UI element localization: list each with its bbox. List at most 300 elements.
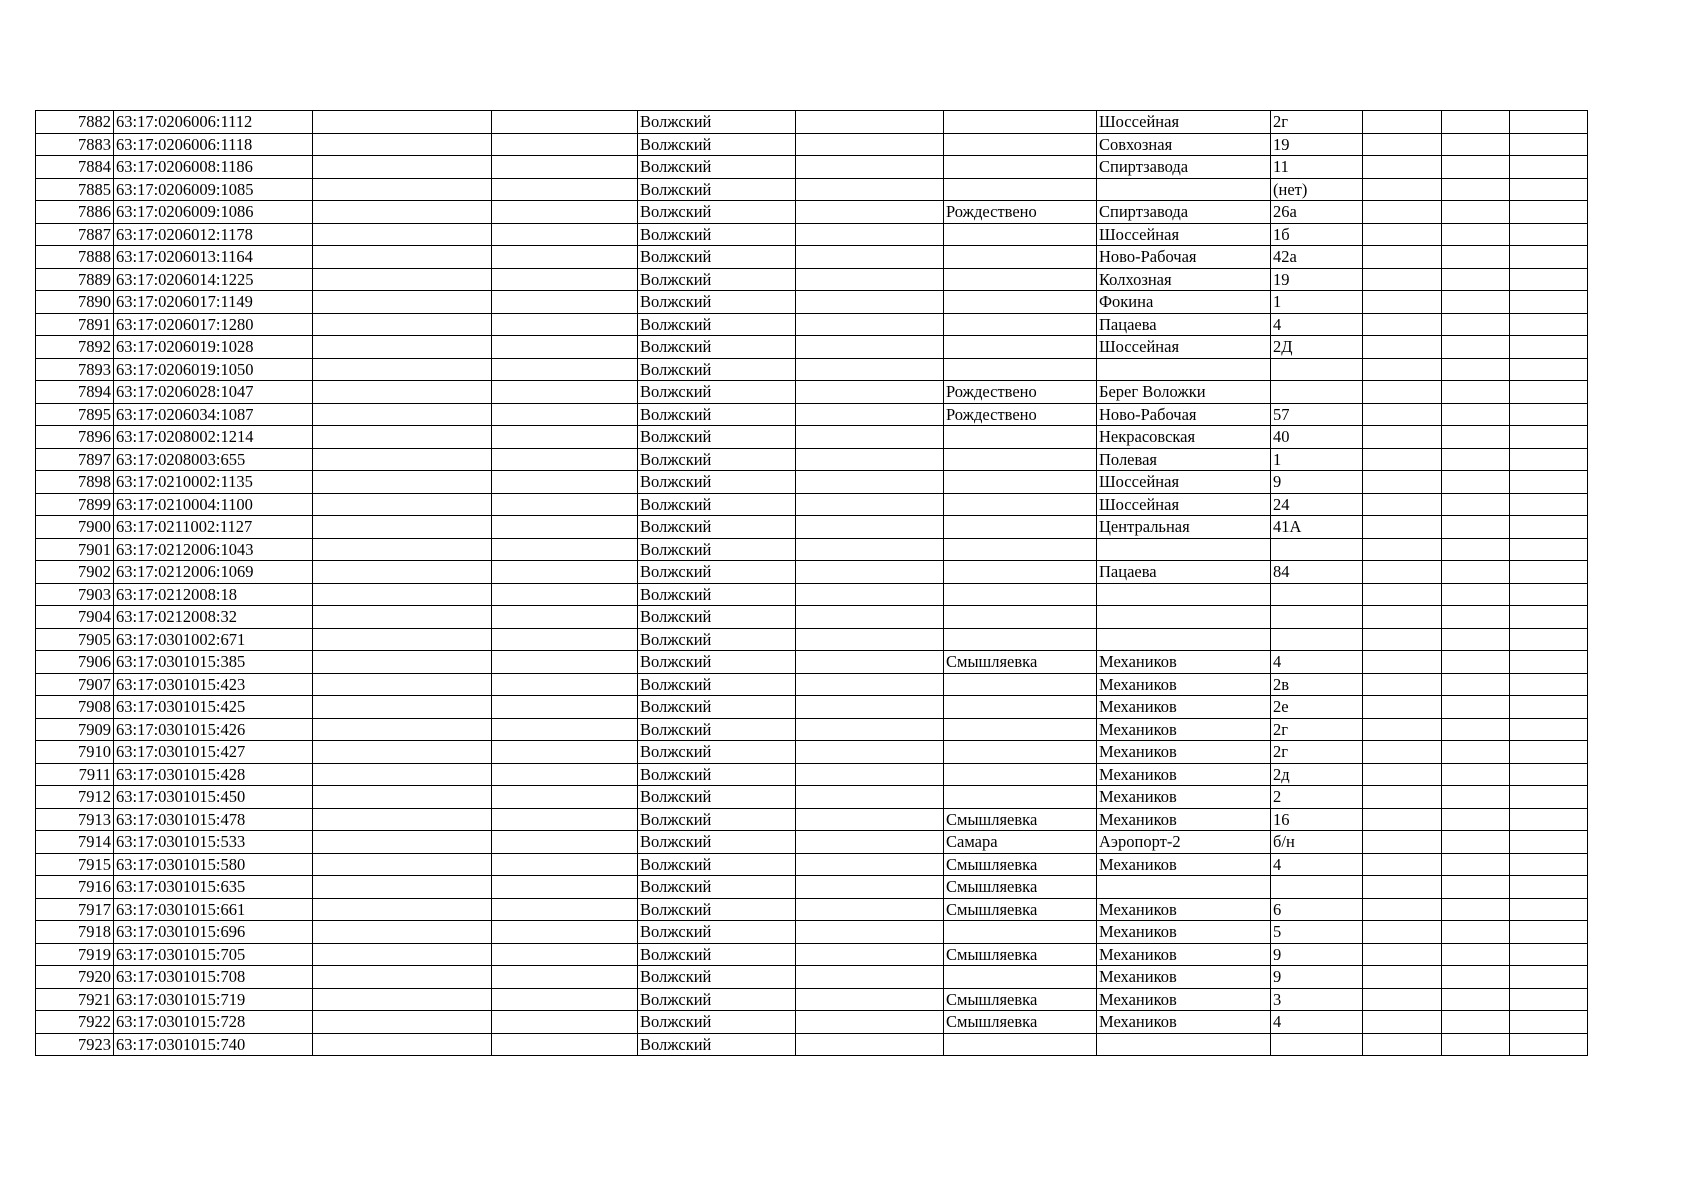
table-row [36, 381, 1588, 404]
blank-cell [1442, 358, 1510, 381]
blank-cell [1510, 223, 1588, 246]
blank-cell [796, 583, 944, 606]
blank-cell [1363, 831, 1442, 854]
blank-cell [313, 763, 492, 786]
locality-cell: Смышляевка [944, 988, 1097, 1011]
table-row [36, 1011, 1588, 1034]
district-cell: Волжский [638, 403, 796, 426]
locality-cell [944, 178, 1097, 201]
blank-cell [1442, 313, 1510, 336]
blank-cell [1510, 718, 1588, 741]
table-row [36, 673, 1588, 696]
blank-cell [1363, 876, 1442, 899]
blank-cell [1363, 786, 1442, 809]
blank-cell [492, 133, 638, 156]
blank-cell [1363, 223, 1442, 246]
blank-cell [1442, 403, 1510, 426]
blank-cell [492, 538, 638, 561]
table-row [36, 921, 1588, 944]
blank-cell [1363, 516, 1442, 539]
blank-cell [492, 583, 638, 606]
district-cell: Волжский [638, 448, 796, 471]
blank-cell [796, 538, 944, 561]
district-cell: Волжский [638, 111, 796, 134]
street-cell: Механиков [1097, 808, 1271, 831]
cadastral-number-cell: 63:17:0301015:719 [114, 988, 313, 1011]
row-number-cell: 7914 [36, 831, 114, 854]
table-row [36, 111, 1588, 134]
house-number-cell: 2д [1271, 763, 1363, 786]
locality-cell [944, 493, 1097, 516]
blank-cell [1510, 898, 1588, 921]
blank-cell [1510, 493, 1588, 516]
street-cell [1097, 178, 1271, 201]
blank-cell [1510, 561, 1588, 584]
locality-cell [944, 786, 1097, 809]
blank-cell [1442, 561, 1510, 584]
row-number-cell: 7916 [36, 876, 114, 899]
locality-cell: Рождествено [944, 403, 1097, 426]
district-cell: Волжский [638, 561, 796, 584]
blank-cell [1510, 1033, 1588, 1056]
blank-cell [1363, 426, 1442, 449]
locality-cell [944, 718, 1097, 741]
table-row [36, 741, 1588, 764]
blank-cell [1510, 471, 1588, 494]
house-number-cell: 5 [1271, 921, 1363, 944]
blank-cell [796, 358, 944, 381]
blank-cell [796, 786, 944, 809]
blank-cell [313, 201, 492, 224]
street-cell: Шоссейная [1097, 336, 1271, 359]
blank-cell [492, 831, 638, 854]
blank-cell [1442, 808, 1510, 831]
blank-cell [492, 381, 638, 404]
cadastral-number-cell: 63:17:0301015:696 [114, 921, 313, 944]
blank-cell [1363, 156, 1442, 179]
street-cell [1097, 583, 1271, 606]
blank-cell [1510, 111, 1588, 134]
blank-cell [313, 223, 492, 246]
street-cell: Аэропорт-2 [1097, 831, 1271, 854]
house-number-cell: 2г [1271, 718, 1363, 741]
blank-cell [313, 786, 492, 809]
row-number-cell: 7882 [36, 111, 114, 134]
blank-cell [313, 246, 492, 269]
blank-cell [1510, 336, 1588, 359]
locality-cell [944, 921, 1097, 944]
blank-cell [1510, 606, 1588, 629]
house-number-cell: 6 [1271, 898, 1363, 921]
blank-cell [796, 1033, 944, 1056]
blank-cell [1510, 313, 1588, 336]
row-number-cell: 7911 [36, 763, 114, 786]
blank-cell [1510, 943, 1588, 966]
blank-cell [492, 156, 638, 179]
locality-cell: Смышляевка [944, 898, 1097, 921]
house-number-cell: 16 [1271, 808, 1363, 831]
blank-cell [1442, 246, 1510, 269]
cadastral-number-cell: 63:17:0206008:1186 [114, 156, 313, 179]
street-cell: Шоссейная [1097, 471, 1271, 494]
street-cell: Спиртзавода [1097, 156, 1271, 179]
blank-cell [313, 1011, 492, 1034]
blank-cell [1442, 1033, 1510, 1056]
house-number-cell: 1б [1271, 223, 1363, 246]
locality-cell: Смышляевка [944, 808, 1097, 831]
locality-cell [944, 336, 1097, 359]
locality-cell [944, 268, 1097, 291]
blank-cell [492, 291, 638, 314]
cadastral-number-cell: 63:17:0301015:728 [114, 1011, 313, 1034]
locality-cell: Смышляевка [944, 876, 1097, 899]
blank-cell [1510, 403, 1588, 426]
blank-cell [1442, 696, 1510, 719]
blank-cell [796, 313, 944, 336]
street-cell: Некрасовская [1097, 426, 1271, 449]
table-row [36, 133, 1588, 156]
cadastral-number-cell: 63:17:0206019:1050 [114, 358, 313, 381]
district-cell: Волжский [638, 673, 796, 696]
blank-cell [1510, 133, 1588, 156]
blank-cell [492, 313, 638, 336]
cadastral-number-cell: 63:17:0301015:635 [114, 876, 313, 899]
blank-cell [492, 493, 638, 516]
blank-cell [313, 358, 492, 381]
blank-cell [492, 268, 638, 291]
blank-cell [796, 493, 944, 516]
cadastral-number-cell: 63:17:0206019:1028 [114, 336, 313, 359]
district-cell: Волжский [638, 988, 796, 1011]
row-number-cell: 7907 [36, 673, 114, 696]
cadastral-number-cell: 63:17:0206014:1225 [114, 268, 313, 291]
blank-cell [1510, 786, 1588, 809]
blank-cell [796, 808, 944, 831]
blank-cell [1442, 133, 1510, 156]
blank-cell [1363, 561, 1442, 584]
blank-cell [492, 178, 638, 201]
row-number-cell: 7898 [36, 471, 114, 494]
blank-cell [313, 448, 492, 471]
blank-cell [1510, 673, 1588, 696]
blank-cell [492, 898, 638, 921]
row-number-cell: 7885 [36, 178, 114, 201]
district-cell: Волжский [638, 133, 796, 156]
locality-cell [944, 741, 1097, 764]
blank-cell [1363, 201, 1442, 224]
blank-cell [796, 651, 944, 674]
blank-cell [492, 943, 638, 966]
blank-cell [492, 763, 638, 786]
house-number-cell: 4 [1271, 1011, 1363, 1034]
table-row [36, 426, 1588, 449]
cadastral-number-cell: 63:17:0206009:1086 [114, 201, 313, 224]
locality-cell [944, 583, 1097, 606]
table-row [36, 201, 1588, 224]
blank-cell [1442, 786, 1510, 809]
row-number-cell: 7915 [36, 853, 114, 876]
blank-cell [1510, 741, 1588, 764]
row-number-cell: 7920 [36, 966, 114, 989]
table-row [36, 898, 1588, 921]
cadastral-number-cell: 63:17:0301015:580 [114, 853, 313, 876]
table-row [36, 1033, 1588, 1056]
house-number-cell: 3 [1271, 988, 1363, 1011]
blank-cell [492, 561, 638, 584]
row-number-cell: 7912 [36, 786, 114, 809]
blank-cell [492, 696, 638, 719]
cadastral-number-cell: 63:17:0211002:1127 [114, 516, 313, 539]
blank-cell [1363, 606, 1442, 629]
blank-cell [796, 516, 944, 539]
blank-cell [313, 988, 492, 1011]
blank-cell [1510, 808, 1588, 831]
table-row [36, 561, 1588, 584]
blank-cell [796, 898, 944, 921]
blank-cell [1442, 628, 1510, 651]
street-cell: Механиков [1097, 718, 1271, 741]
house-number-cell: 2Д [1271, 336, 1363, 359]
blank-cell [492, 988, 638, 1011]
locality-cell [944, 966, 1097, 989]
cadastral-number-cell: 63:17:0301015:423 [114, 673, 313, 696]
blank-cell [492, 651, 638, 674]
blank-cell [796, 111, 944, 134]
blank-cell [313, 943, 492, 966]
blank-cell [492, 336, 638, 359]
blank-cell [1510, 268, 1588, 291]
row-number-cell: 7891 [36, 313, 114, 336]
street-cell: Фокина [1097, 291, 1271, 314]
blank-cell [1510, 516, 1588, 539]
blank-cell [796, 223, 944, 246]
cadastral-number-cell: 63:17:0206006:1112 [114, 111, 313, 134]
table-body [36, 111, 1588, 1056]
cadastral-number-cell: 63:17:0206013:1164 [114, 246, 313, 269]
blank-cell [313, 831, 492, 854]
blank-cell [1510, 988, 1588, 1011]
blank-cell [313, 133, 492, 156]
row-number-cell: 7892 [36, 336, 114, 359]
blank-cell [492, 853, 638, 876]
table-row [36, 156, 1588, 179]
blank-cell [1363, 741, 1442, 764]
district-cell: Волжский [638, 853, 796, 876]
street-cell: Механиков [1097, 898, 1271, 921]
street-cell [1097, 538, 1271, 561]
street-cell: Пацаева [1097, 313, 1271, 336]
table-row [36, 786, 1588, 809]
street-cell [1097, 1033, 1271, 1056]
blank-cell [1363, 178, 1442, 201]
house-number-cell [1271, 583, 1363, 606]
house-number-cell: 24 [1271, 493, 1363, 516]
cadastral-number-cell: 63:17:0212008:32 [114, 606, 313, 629]
table-row [36, 493, 1588, 516]
table-row [36, 628, 1588, 651]
cadastral-number-cell: 63:17:0210002:1135 [114, 471, 313, 494]
locality-cell [944, 561, 1097, 584]
blank-cell [313, 651, 492, 674]
blank-cell [313, 403, 492, 426]
street-cell: Колхозная [1097, 268, 1271, 291]
blank-cell [1510, 876, 1588, 899]
street-cell: Механиков [1097, 988, 1271, 1011]
street-cell [1097, 876, 1271, 899]
district-cell: Волжский [638, 201, 796, 224]
blank-cell [313, 111, 492, 134]
blank-cell [796, 853, 944, 876]
locality-cell [944, 763, 1097, 786]
blank-cell [313, 606, 492, 629]
table-row [36, 246, 1588, 269]
district-cell: Волжский [638, 291, 796, 314]
table-row [36, 403, 1588, 426]
district-cell: Волжский [638, 538, 796, 561]
cadastral-number-cell: 63:17:0301015:426 [114, 718, 313, 741]
row-number-cell: 7910 [36, 741, 114, 764]
blank-cell [492, 246, 638, 269]
blank-cell [1510, 921, 1588, 944]
table-row [36, 471, 1588, 494]
blank-cell [492, 1011, 638, 1034]
locality-cell [944, 156, 1097, 179]
row-number-cell: 7893 [36, 358, 114, 381]
blank-cell [796, 628, 944, 651]
locality-cell [944, 673, 1097, 696]
blank-cell [796, 988, 944, 1011]
blank-cell [313, 808, 492, 831]
street-cell: Механиков [1097, 966, 1271, 989]
blank-cell [1363, 246, 1442, 269]
row-number-cell: 7918 [36, 921, 114, 944]
blank-cell [1510, 381, 1588, 404]
cadastral-number-cell: 63:17:0301015:385 [114, 651, 313, 674]
blank-cell [796, 133, 944, 156]
house-number-cell: 57 [1271, 403, 1363, 426]
street-cell [1097, 606, 1271, 629]
blank-cell [492, 448, 638, 471]
blank-cell [313, 966, 492, 989]
row-number-cell: 7886 [36, 201, 114, 224]
district-cell: Волжский [638, 156, 796, 179]
blank-cell [492, 673, 638, 696]
house-number-cell [1271, 628, 1363, 651]
street-cell: Механиков [1097, 786, 1271, 809]
blank-cell [1442, 898, 1510, 921]
cadastral-number-cell: 63:17:0301015:450 [114, 786, 313, 809]
table-row [36, 876, 1588, 899]
locality-cell [944, 516, 1097, 539]
district-cell: Волжский [638, 313, 796, 336]
blank-cell [492, 223, 638, 246]
blank-cell [1363, 921, 1442, 944]
row-number-cell: 7897 [36, 448, 114, 471]
cadastral-number-cell: 63:17:0301015:425 [114, 696, 313, 719]
blank-cell [1510, 696, 1588, 719]
house-number-cell: 4 [1271, 313, 1363, 336]
district-cell: Волжский [638, 763, 796, 786]
blank-cell [1442, 538, 1510, 561]
district-cell: Волжский [638, 741, 796, 764]
cadastral-number-cell: 63:17:0301015:705 [114, 943, 313, 966]
district-cell: Волжский [638, 426, 796, 449]
district-cell: Волжский [638, 358, 796, 381]
row-number-cell: 7901 [36, 538, 114, 561]
blank-cell [1510, 763, 1588, 786]
blank-cell [1510, 291, 1588, 314]
house-number-cell: 40 [1271, 426, 1363, 449]
blank-cell [313, 538, 492, 561]
table-row [36, 763, 1588, 786]
table-row [36, 223, 1588, 246]
blank-cell [1510, 1011, 1588, 1034]
house-number-cell: 1 [1271, 448, 1363, 471]
blank-cell [796, 876, 944, 899]
row-number-cell: 7923 [36, 1033, 114, 1056]
district-cell: Волжский [638, 268, 796, 291]
blank-cell [1442, 718, 1510, 741]
table-row [36, 268, 1588, 291]
street-cell: Центральная [1097, 516, 1271, 539]
blank-cell [1363, 133, 1442, 156]
locality-cell [944, 606, 1097, 629]
blank-cell [1442, 381, 1510, 404]
blank-cell [1363, 651, 1442, 674]
blank-cell [1510, 966, 1588, 989]
house-number-cell [1271, 876, 1363, 899]
blank-cell [313, 291, 492, 314]
cadastral-number-cell: 63:17:0206028:1047 [114, 381, 313, 404]
blank-cell [313, 628, 492, 651]
blank-cell [1363, 943, 1442, 966]
blank-cell [1363, 291, 1442, 314]
row-number-cell: 7909 [36, 718, 114, 741]
house-number-cell: 4 [1271, 853, 1363, 876]
table-row [36, 313, 1588, 336]
blank-cell [1363, 448, 1442, 471]
blank-cell [1510, 156, 1588, 179]
blank-cell [313, 426, 492, 449]
district-cell: Волжский [638, 808, 796, 831]
house-number-cell [1271, 606, 1363, 629]
blank-cell [313, 741, 492, 764]
blank-cell [1363, 628, 1442, 651]
blank-cell [796, 673, 944, 696]
street-cell: Механиков [1097, 651, 1271, 674]
blank-cell [313, 381, 492, 404]
street-cell: Пацаева [1097, 561, 1271, 584]
blank-cell [1510, 651, 1588, 674]
table-row [36, 808, 1588, 831]
blank-cell [1442, 606, 1510, 629]
row-number-cell: 7895 [36, 403, 114, 426]
cadastral-number-cell: 63:17:0301015:478 [114, 808, 313, 831]
blank-cell [796, 718, 944, 741]
blank-cell [492, 628, 638, 651]
blank-cell [1363, 763, 1442, 786]
table-row [36, 336, 1588, 359]
district-cell: Волжский [638, 223, 796, 246]
locality-cell: Смышляевка [944, 853, 1097, 876]
table-row [36, 606, 1588, 629]
cadastral-number-cell: 63:17:0206012:1178 [114, 223, 313, 246]
cadastral-number-cell: 63:17:0206017:1280 [114, 313, 313, 336]
district-cell: Волжский [638, 966, 796, 989]
street-cell: Механиков [1097, 943, 1271, 966]
blank-cell [492, 718, 638, 741]
blank-cell [1363, 493, 1442, 516]
